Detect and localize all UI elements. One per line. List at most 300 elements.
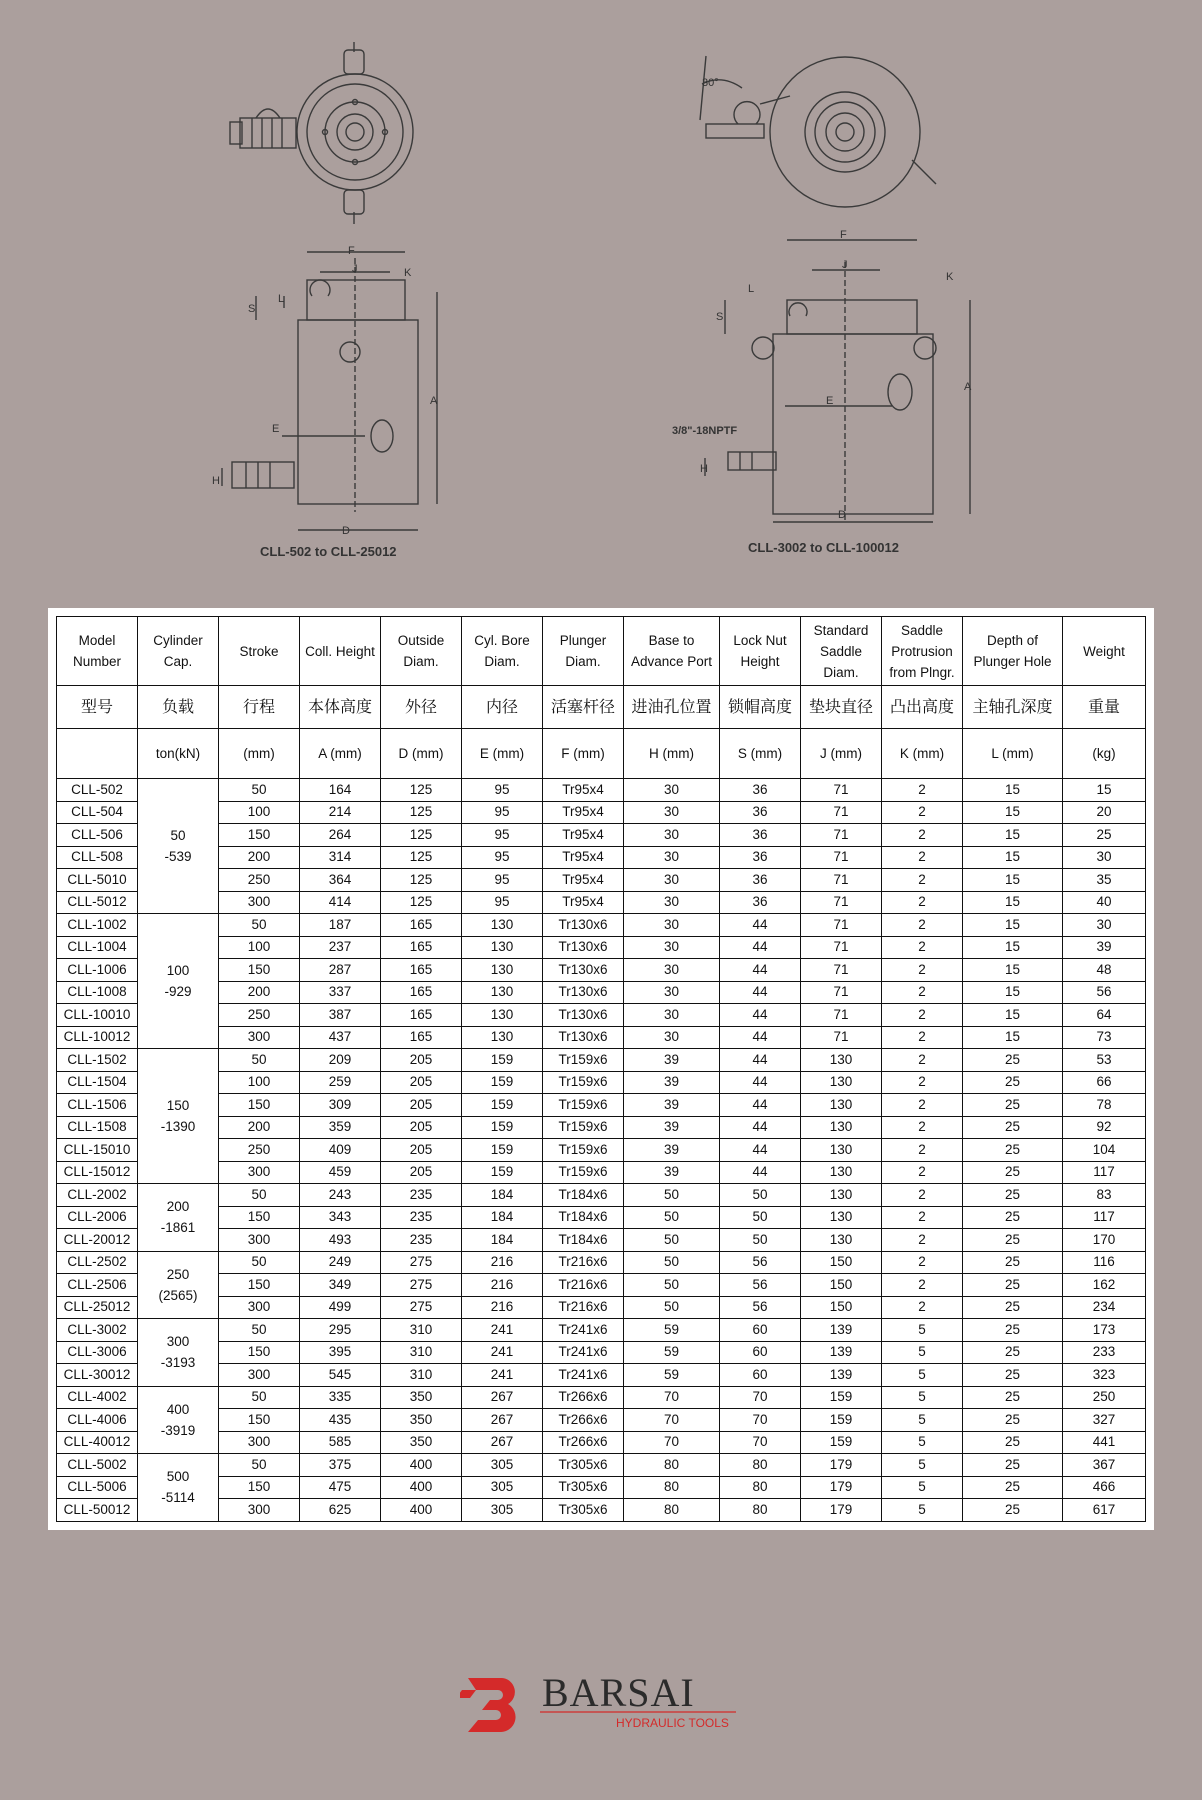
- table-cell: 25: [963, 1274, 1063, 1297]
- table-cell: 20: [1063, 801, 1146, 824]
- table-cell: 2: [882, 1094, 963, 1117]
- table-cell: 241: [462, 1364, 543, 1387]
- table-cell: 59: [624, 1319, 720, 1342]
- table-cell: 30: [624, 914, 720, 937]
- table-cell: 173: [1063, 1319, 1146, 1342]
- model-number-cell: CLL-3002: [57, 1319, 138, 1342]
- table-cell: Tr159x6: [543, 1116, 624, 1139]
- table-cell: Tr95x4: [543, 869, 624, 892]
- table-cell: 80: [624, 1499, 720, 1522]
- table-cell: 216: [462, 1274, 543, 1297]
- header-unit-cell-9: J (mm): [801, 729, 882, 779]
- table-cell: 2: [882, 1274, 963, 1297]
- table-cell: 56: [720, 1296, 801, 1319]
- table-cell: 15: [963, 914, 1063, 937]
- table-cell: 44: [720, 1139, 801, 1162]
- table-cell: Tr159x6: [543, 1094, 624, 1117]
- table-cell: 44: [720, 914, 801, 937]
- table-cell: 30: [624, 824, 720, 847]
- table-cell: 200: [219, 1116, 300, 1139]
- table-cell: 200: [219, 846, 300, 869]
- table-cell: 130: [801, 1229, 882, 1252]
- table-cell: 71: [801, 801, 882, 824]
- model-number-cell: CLL-1502: [57, 1049, 138, 1072]
- table-cell: 367: [1063, 1454, 1146, 1477]
- model-number-cell: CLL-1008: [57, 981, 138, 1004]
- capacity-cell: 200 -1861: [138, 1184, 219, 1252]
- header-cn-cell-3: 本体高度: [300, 686, 381, 729]
- table-cell: 275: [381, 1274, 462, 1297]
- header-unit-cell-4: D (mm): [381, 729, 462, 779]
- table-cell: 216: [462, 1251, 543, 1274]
- table-cell: 441: [1063, 1431, 1146, 1454]
- table-cell: 216: [462, 1296, 543, 1319]
- table-cell: 459: [300, 1161, 381, 1184]
- header-en-cell-9: Standard Saddle Diam.: [801, 617, 882, 686]
- header-cn-cell-8: 锁帽高度: [720, 686, 801, 729]
- table-cell: 5: [882, 1454, 963, 1477]
- table-cell: 125: [381, 891, 462, 914]
- table-cell: 15: [963, 936, 1063, 959]
- table-cell: 15: [963, 846, 1063, 869]
- table-cell: 250: [219, 869, 300, 892]
- table-cell: 139: [801, 1341, 882, 1364]
- table-cell: 305: [462, 1454, 543, 1477]
- table-cell: 95: [462, 846, 543, 869]
- table-cell: 159: [462, 1161, 543, 1184]
- table-cell: 625: [300, 1499, 381, 1522]
- model-number-cell: CLL-30012: [57, 1364, 138, 1387]
- table-cell: 56: [1063, 981, 1146, 1004]
- dim-label-k-right: K: [946, 271, 954, 283]
- table-cell: 78: [1063, 1094, 1146, 1117]
- header-unit-cell-11: L (mm): [963, 729, 1063, 779]
- model-number-cell: CLL-15012: [57, 1161, 138, 1184]
- table-cell: 104: [1063, 1139, 1146, 1162]
- table-row: [57, 1049, 1146, 1072]
- table-cell: 44: [720, 1049, 801, 1072]
- table-cell: 25: [963, 1454, 1063, 1477]
- table-cell: 25: [963, 1296, 1063, 1319]
- table-cell: Tr130x6: [543, 1026, 624, 1049]
- table-cell: 323: [1063, 1364, 1146, 1387]
- table-row: [57, 1364, 1146, 1387]
- table-cell: 25: [963, 1251, 1063, 1274]
- table-cell: 40: [1063, 891, 1146, 914]
- header-cn-cell-2: 行程: [219, 686, 300, 729]
- model-number-cell: CLL-504: [57, 801, 138, 824]
- table-cell: 60: [720, 1341, 801, 1364]
- right-caption: CLL-3002 to CLL-100012: [748, 540, 899, 555]
- table-row: [57, 1386, 1146, 1409]
- table-cell: 39: [624, 1161, 720, 1184]
- table-cell: 25: [963, 1499, 1063, 1522]
- dim-label-f-right: F: [840, 229, 847, 241]
- table-cell: 150: [219, 824, 300, 847]
- table-cell: 56: [720, 1251, 801, 1274]
- table-cell: 350: [381, 1431, 462, 1454]
- table-cell: 50: [624, 1274, 720, 1297]
- table-cell: 2: [882, 1026, 963, 1049]
- table-cell: 5: [882, 1409, 963, 1432]
- table-cell: 25: [963, 1319, 1063, 1342]
- table-cell: 30: [624, 869, 720, 892]
- table-cell: Tr184x6: [543, 1229, 624, 1252]
- table-cell: 39: [624, 1094, 720, 1117]
- table-cell: 150: [219, 1409, 300, 1432]
- table-cell: Tr95x4: [543, 779, 624, 802]
- table-cell: 35: [1063, 869, 1146, 892]
- header-unit-cell-8: S (mm): [720, 729, 801, 779]
- table-cell: 205: [381, 1139, 462, 1162]
- table-cell: 249: [300, 1251, 381, 1274]
- table-cell: 5: [882, 1341, 963, 1364]
- table-cell: 15: [963, 981, 1063, 1004]
- table-cell: 150: [801, 1274, 882, 1297]
- table-cell: 60: [720, 1364, 801, 1387]
- table-cell: 400: [381, 1499, 462, 1522]
- table-row: [57, 1274, 1146, 1297]
- model-number-cell: CLL-1004: [57, 936, 138, 959]
- table-cell: 30: [624, 981, 720, 1004]
- table-cell: 267: [462, 1409, 543, 1432]
- table-cell: 30: [1063, 914, 1146, 937]
- model-number-cell: CLL-5010: [57, 869, 138, 892]
- table-cell: 64: [1063, 1004, 1146, 1027]
- spec-table-body: [57, 779, 1146, 1522]
- dim-label-k-left: K: [404, 267, 412, 279]
- table-cell: 36: [720, 891, 801, 914]
- table-cell: 300: [219, 1296, 300, 1319]
- capacity-cell: 50 -539: [138, 779, 219, 914]
- header-unit-cell-5: E (mm): [462, 729, 543, 779]
- table-cell: 2: [882, 1229, 963, 1252]
- table-cell: 2: [882, 1049, 963, 1072]
- capacity-cell: 400 -3919: [138, 1386, 219, 1454]
- table-cell: 2: [882, 959, 963, 982]
- header-row-chinese: [57, 686, 1146, 729]
- table-cell: 50: [720, 1206, 801, 1229]
- table-cell: 585: [300, 1431, 381, 1454]
- table-cell: 125: [381, 824, 462, 847]
- table-row: [57, 846, 1146, 869]
- table-cell: 235: [381, 1206, 462, 1229]
- table-cell: 39: [624, 1139, 720, 1162]
- table-cell: 2: [882, 1071, 963, 1094]
- header-en-cell-11: Depth of Plunger Hole: [963, 617, 1063, 686]
- header-en-cell-0: Model Number: [57, 617, 138, 686]
- capacity-cell: 500 -5114: [138, 1454, 219, 1522]
- table-cell: 184: [462, 1184, 543, 1207]
- table-row: [57, 891, 1146, 914]
- table-cell: 25: [1063, 824, 1146, 847]
- table-cell: 30: [624, 959, 720, 982]
- dim-label-e-right: E: [826, 395, 834, 407]
- table-cell: 25: [963, 1431, 1063, 1454]
- table-cell: 150: [219, 1274, 300, 1297]
- table-cell: 25: [963, 1049, 1063, 1072]
- model-number-cell: CLL-5006: [57, 1476, 138, 1499]
- table-cell: 30: [624, 1004, 720, 1027]
- table-cell: 95: [462, 891, 543, 914]
- table-cell: 80: [720, 1454, 801, 1477]
- table-cell: 259: [300, 1071, 381, 1094]
- table-cell: 205: [381, 1049, 462, 1072]
- table-row: [57, 1499, 1146, 1522]
- table-cell: Tr130x6: [543, 981, 624, 1004]
- table-cell: 130: [801, 1161, 882, 1184]
- table-cell: 36: [720, 869, 801, 892]
- table-row: [57, 779, 1146, 802]
- table-cell: 159: [462, 1094, 543, 1117]
- table-row: [57, 1229, 1146, 1252]
- table-cell: 125: [381, 869, 462, 892]
- table-cell: 48: [1063, 959, 1146, 982]
- right-side-view: [705, 240, 970, 522]
- port-label: 3/8"-18NPTF: [672, 425, 738, 437]
- table-cell: 139: [801, 1364, 882, 1387]
- table-cell: 66: [1063, 1071, 1146, 1094]
- table-cell: 25: [963, 1206, 1063, 1229]
- table-cell: 295: [300, 1319, 381, 1342]
- table-cell: Tr266x6: [543, 1431, 624, 1454]
- table-cell: 80: [624, 1454, 720, 1477]
- table-cell: 267: [462, 1386, 543, 1409]
- table-cell: 165: [381, 1004, 462, 1027]
- table-cell: 179: [801, 1454, 882, 1477]
- table-cell: 387: [300, 1004, 381, 1027]
- table-cell: Tr95x4: [543, 801, 624, 824]
- model-number-cell: CLL-4002: [57, 1386, 138, 1409]
- table-cell: 300: [219, 1431, 300, 1454]
- header-en-cell-7: Base to Advance Port: [624, 617, 720, 686]
- table-cell: 179: [801, 1476, 882, 1499]
- table-cell: 2: [882, 1206, 963, 1229]
- table-cell: 162: [1063, 1274, 1146, 1297]
- table-cell: 2: [882, 1184, 963, 1207]
- table-cell: 44: [720, 936, 801, 959]
- table-cell: 36: [720, 801, 801, 824]
- table-cell: 71: [801, 869, 882, 892]
- table-cell: 235: [381, 1184, 462, 1207]
- table-cell: 70: [720, 1431, 801, 1454]
- table-cell: 130: [801, 1206, 882, 1229]
- table-cell: 25: [963, 1409, 1063, 1432]
- spec-table: [56, 616, 1146, 1522]
- header-unit-cell-10: K (mm): [882, 729, 963, 779]
- table-row: [57, 1026, 1146, 1049]
- table-cell: 327: [1063, 1409, 1146, 1432]
- table-cell: 71: [801, 846, 882, 869]
- table-cell: 39: [1063, 936, 1146, 959]
- table-cell: 15: [963, 801, 1063, 824]
- table-cell: 80: [720, 1499, 801, 1522]
- barsai-mark-icon: [460, 1678, 516, 1732]
- table-cell: 310: [381, 1341, 462, 1364]
- model-number-cell: CLL-5012: [57, 891, 138, 914]
- barsai-logo-svg: [460, 1668, 750, 1732]
- header-en-cell-5: Cyl. Bore Diam.: [462, 617, 543, 686]
- table-cell: 50: [219, 1251, 300, 1274]
- table-cell: 139: [801, 1319, 882, 1342]
- table-row: [57, 1004, 1146, 1027]
- header-cn-cell-5: 内径: [462, 686, 543, 729]
- table-row: [57, 1139, 1146, 1162]
- table-cell: 184: [462, 1206, 543, 1229]
- table-cell: 264: [300, 824, 381, 847]
- header-en-cell-8: Lock Nut Height: [720, 617, 801, 686]
- table-cell: Tr241x6: [543, 1364, 624, 1387]
- table-cell: 83: [1063, 1184, 1146, 1207]
- table-cell: 15: [963, 959, 1063, 982]
- table-cell: 159: [801, 1386, 882, 1409]
- table-cell: Tr216x6: [543, 1274, 624, 1297]
- header-cn-cell-7: 进油孔位置: [624, 686, 720, 729]
- table-cell: 59: [624, 1341, 720, 1364]
- table-cell: 475: [300, 1476, 381, 1499]
- capacity-cell: 300 -3193: [138, 1319, 219, 1387]
- table-cell: 125: [381, 801, 462, 824]
- table-row: [57, 1184, 1146, 1207]
- table-cell: 71: [801, 1004, 882, 1027]
- table-row: [57, 869, 1146, 892]
- table-cell: 2: [882, 846, 963, 869]
- table-cell: 100: [219, 801, 300, 824]
- table-cell: 243: [300, 1184, 381, 1207]
- table-cell: 150: [801, 1251, 882, 1274]
- dim-label-e-left: E: [272, 423, 280, 435]
- dim-label-d-left: D: [342, 525, 350, 537]
- table-cell: 70: [624, 1409, 720, 1432]
- model-number-cell: CLL-1006: [57, 959, 138, 982]
- table-cell: 2: [882, 981, 963, 1004]
- table-cell: 179: [801, 1499, 882, 1522]
- table-cell: 70: [624, 1431, 720, 1454]
- table-cell: 130: [801, 1139, 882, 1162]
- table-cell: 159: [462, 1116, 543, 1139]
- table-cell: 117: [1063, 1161, 1146, 1184]
- table-cell: 70: [720, 1409, 801, 1432]
- table-cell: 349: [300, 1274, 381, 1297]
- table-cell: 310: [381, 1319, 462, 1342]
- table-cell: 44: [720, 981, 801, 1004]
- table-cell: Tr216x6: [543, 1296, 624, 1319]
- table-cell: 237: [300, 936, 381, 959]
- table-cell: 56: [720, 1274, 801, 1297]
- table-cell: 95: [462, 824, 543, 847]
- table-cell: 2: [882, 779, 963, 802]
- header-cn-cell-12: 重量: [1063, 686, 1146, 729]
- table-cell: 100: [219, 936, 300, 959]
- table-cell: 150: [219, 1094, 300, 1117]
- dim-label-a-right: A: [964, 381, 972, 393]
- table-cell: 159: [462, 1049, 543, 1072]
- table-cell: 92: [1063, 1116, 1146, 1139]
- table-cell: 71: [801, 914, 882, 937]
- table-cell: 200: [219, 981, 300, 1004]
- table-cell: 71: [801, 779, 882, 802]
- table-cell: 165: [381, 959, 462, 982]
- table-cell: 545: [300, 1364, 381, 1387]
- model-number-cell: CLL-2006: [57, 1206, 138, 1229]
- table-cell: 44: [720, 1094, 801, 1117]
- table-cell: 350: [381, 1386, 462, 1409]
- table-cell: 300: [219, 891, 300, 914]
- table-cell: 267: [462, 1431, 543, 1454]
- model-number-cell: CLL-506: [57, 824, 138, 847]
- table-cell: 343: [300, 1206, 381, 1229]
- table-cell: 80: [720, 1476, 801, 1499]
- header-unit-cell-1: ton(kN): [138, 729, 219, 779]
- table-cell: 165: [381, 981, 462, 1004]
- table-cell: 50: [219, 779, 300, 802]
- dim-label-h-right: H: [700, 463, 708, 475]
- table-cell: 2: [882, 824, 963, 847]
- table-cell: 2: [882, 1139, 963, 1162]
- table-cell: 300: [219, 1026, 300, 1049]
- table-cell: 25: [963, 1071, 1063, 1094]
- table-cell: 15: [963, 824, 1063, 847]
- table-cell: 400: [381, 1476, 462, 1499]
- table-cell: 165: [381, 936, 462, 959]
- table-cell: Tr159x6: [543, 1071, 624, 1094]
- table-cell: 2: [882, 891, 963, 914]
- header-cn-cell-4: 外径: [381, 686, 462, 729]
- model-number-cell: CLL-10012: [57, 1026, 138, 1049]
- model-number-cell: CLL-20012: [57, 1229, 138, 1252]
- table-cell: Tr95x4: [543, 846, 624, 869]
- table-cell: 100: [219, 1071, 300, 1094]
- table-cell: Tr266x6: [543, 1386, 624, 1409]
- table-cell: 364: [300, 869, 381, 892]
- table-cell: 15: [963, 891, 1063, 914]
- table-cell: 70: [720, 1386, 801, 1409]
- left-top-view: [230, 42, 413, 224]
- table-cell: 5: [882, 1364, 963, 1387]
- table-cell: 60: [720, 1319, 801, 1342]
- table-cell: 250: [1063, 1386, 1146, 1409]
- table-cell: 50: [219, 914, 300, 937]
- table-cell: 205: [381, 1094, 462, 1117]
- table-cell: Tr130x6: [543, 936, 624, 959]
- dim-label-s-right: S: [716, 311, 724, 323]
- table-cell: 235: [381, 1229, 462, 1252]
- table-cell: 25: [963, 1116, 1063, 1139]
- header-en-cell-10: Saddle Protrusion from Plngr.: [882, 617, 963, 686]
- table-cell: 125: [381, 779, 462, 802]
- table-cell: 95: [462, 869, 543, 892]
- table-cell: 2: [882, 1296, 963, 1319]
- dim-label-l-right: L: [748, 283, 755, 295]
- dim-label-a-left: A: [430, 395, 438, 407]
- table-cell: 5: [882, 1499, 963, 1522]
- model-number-cell: CLL-2502: [57, 1251, 138, 1274]
- table-row: [57, 1116, 1146, 1139]
- table-cell: 25: [963, 1094, 1063, 1117]
- table-cell: 309: [300, 1094, 381, 1117]
- table-cell: 59: [624, 1364, 720, 1387]
- model-number-cell: CLL-2002: [57, 1184, 138, 1207]
- table-row: [57, 981, 1146, 1004]
- table-cell: 300: [219, 1364, 300, 1387]
- capacity-cell: 150 -1390: [138, 1049, 219, 1184]
- table-cell: 165: [381, 1026, 462, 1049]
- model-number-cell: CLL-2506: [57, 1274, 138, 1297]
- table-cell: 50: [624, 1229, 720, 1252]
- table-cell: 44: [720, 1004, 801, 1027]
- header-en-cell-3: Coll. Height: [300, 617, 381, 686]
- table-cell: 50: [624, 1206, 720, 1229]
